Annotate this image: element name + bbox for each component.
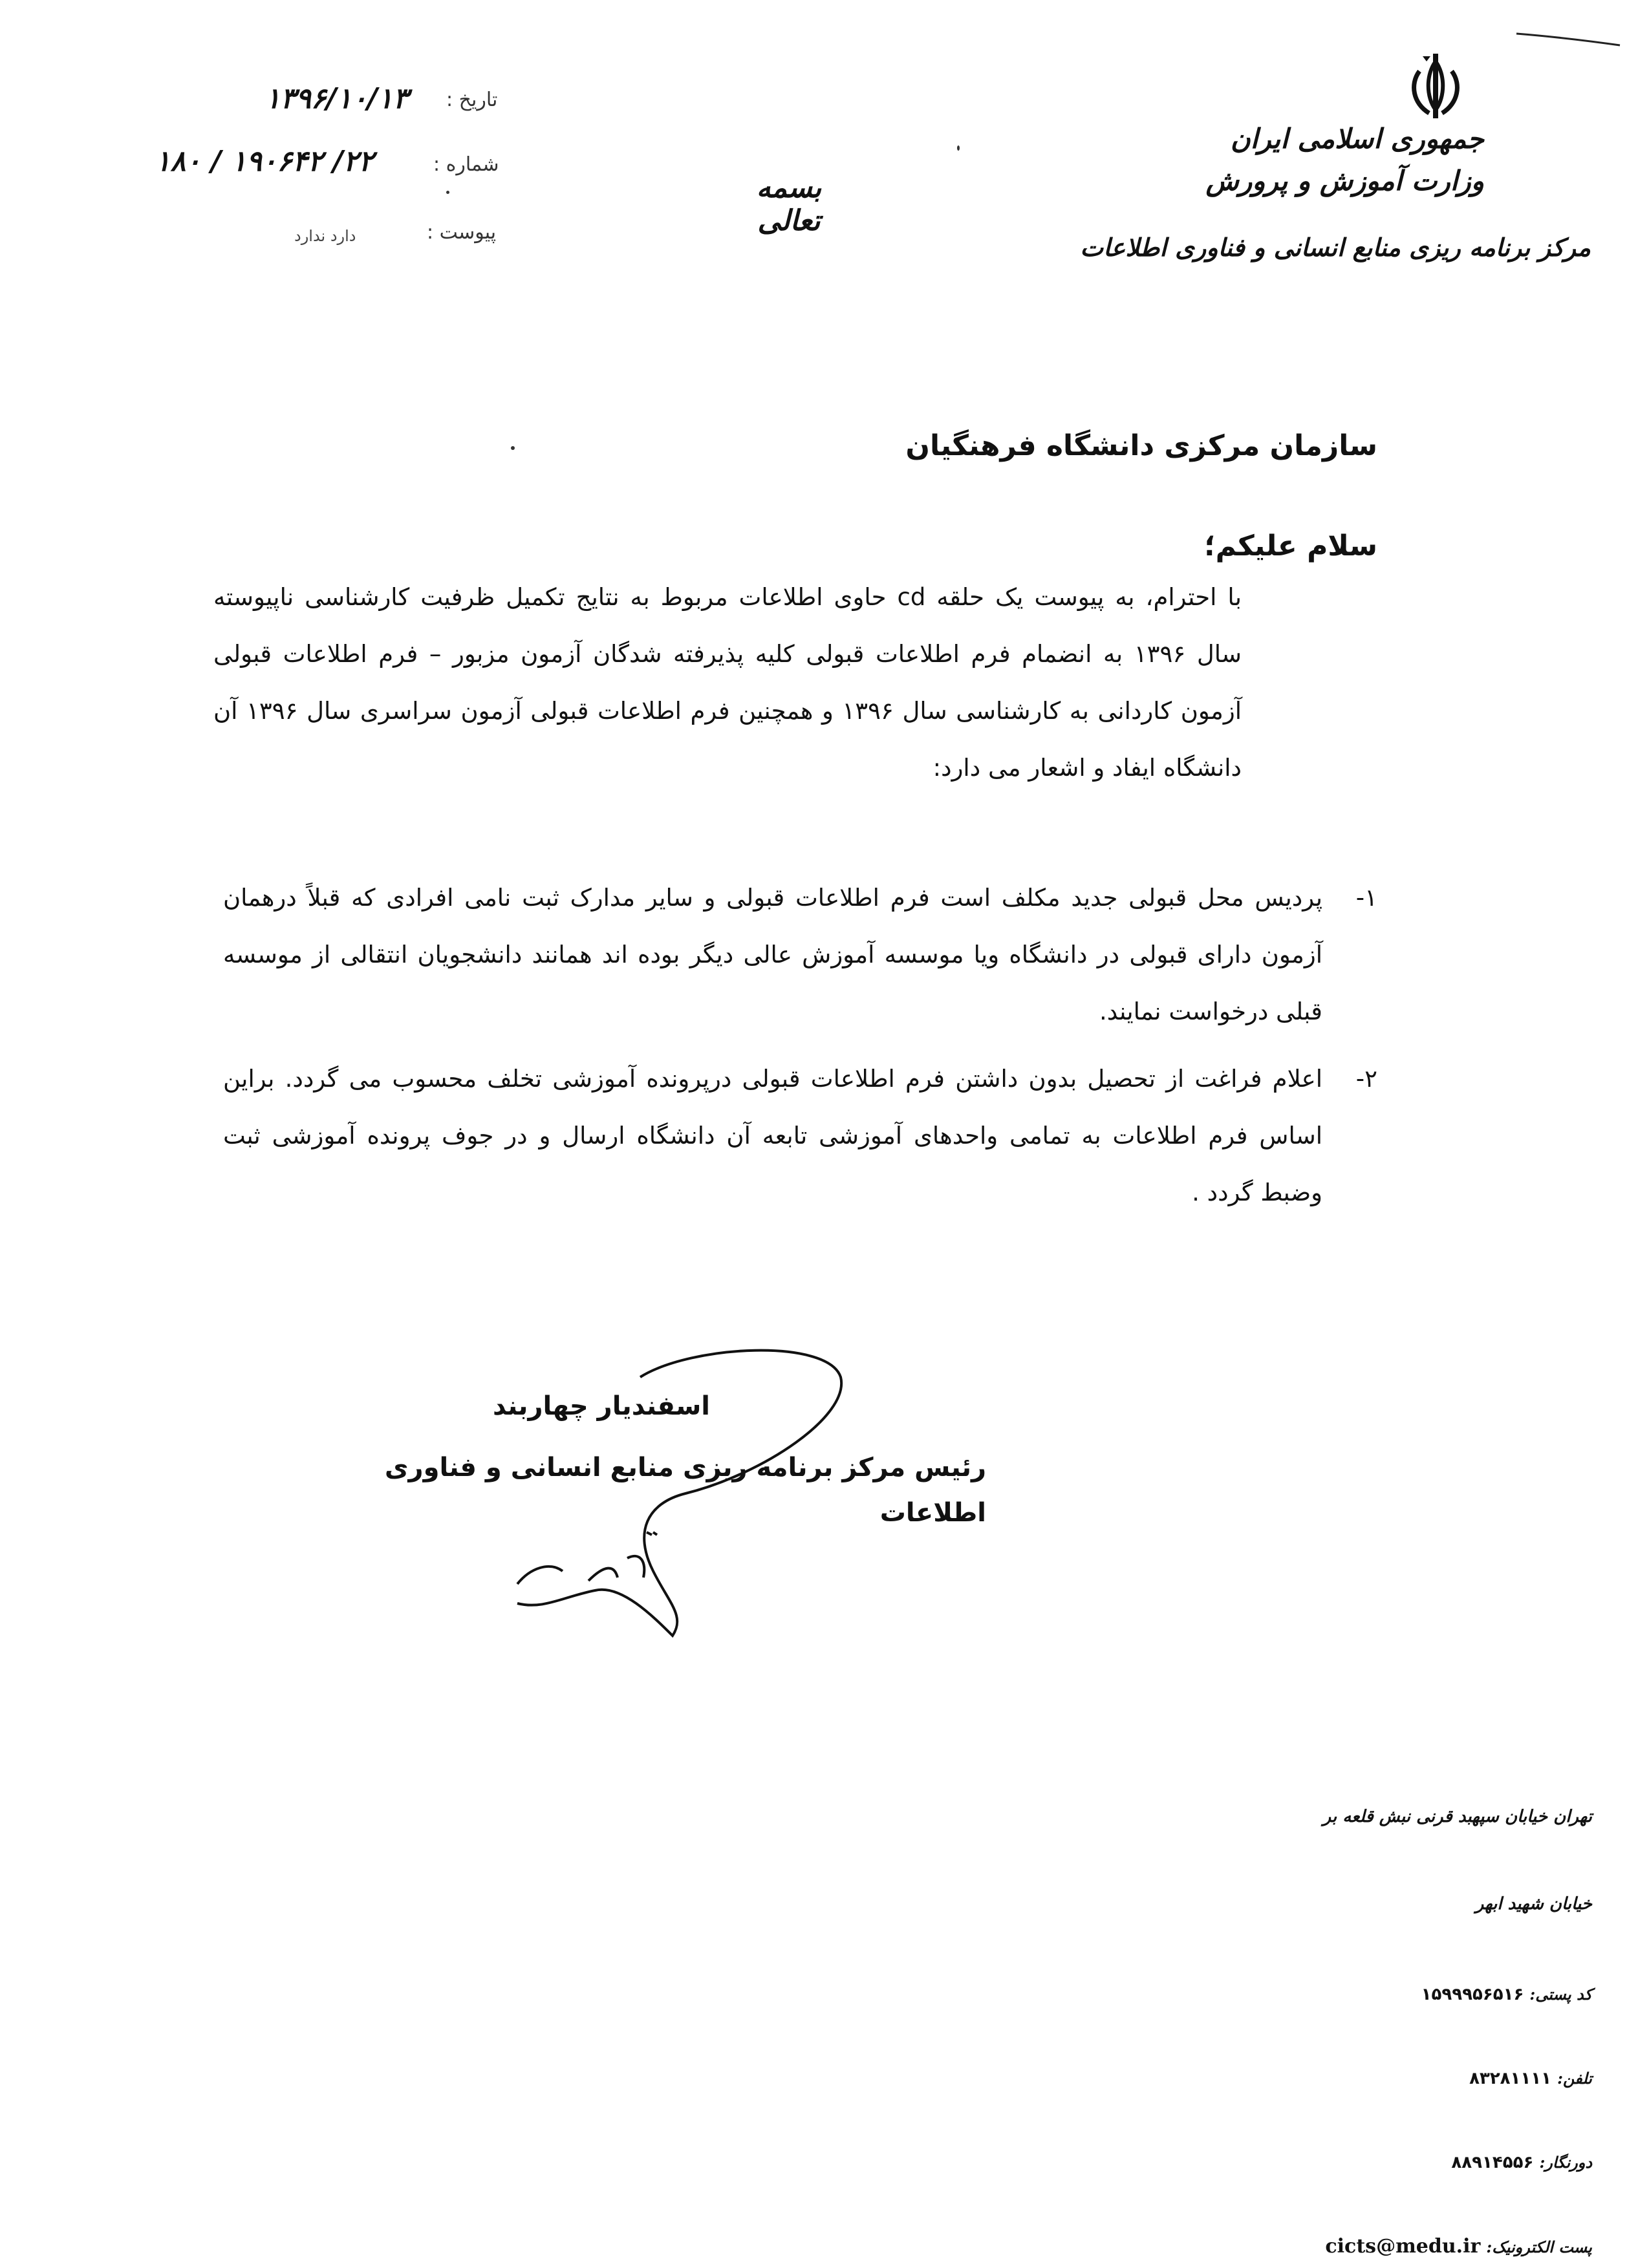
postal-value: ۱۵۹۹۹۵۶۵۱۶ xyxy=(1421,1985,1524,2004)
footer-fax xyxy=(1139,2150,1592,2176)
scan-speck xyxy=(957,145,960,151)
email-label: پست الکترونیک: xyxy=(1486,2238,1592,2256)
center-name: مرکز برنامه ریزی منابع انسانی و فناوری اطلاعات xyxy=(1080,233,1591,262)
attachment-label: پیوست : xyxy=(427,221,497,244)
phone-value: ۸۳۲۸۱۱۱۱ xyxy=(1469,2069,1552,2088)
signer-title: رئیس مرکز برنامه ریزی منابع انسانی و فناوری اطلاعات xyxy=(384,1453,986,1528)
attachment-value: دارد ندارد xyxy=(294,227,356,245)
republic-name: جمهوری اسلامی ایران xyxy=(1230,123,1484,155)
scan-speck xyxy=(511,446,515,450)
date-label: تاریخ : xyxy=(446,89,498,111)
footer-postal xyxy=(1139,1982,1592,2007)
fax-label: دورنگار: xyxy=(1539,2153,1592,2172)
intro-paragraph: با احترام، به پیوست یک حلقه cd حاوی اطلاعات مربوط به نتایج تکمیل ظرفیت کارشناسی ناپیوسته سال ۱۳۹۶ به انضمام فرم اطلاعات قبولی کلیه پذیرفته شدگان آزمون مزبور – فرم اطلاعات قبولی آزمون کاردانی به کارشناسی سال ۱۳۹۶ و همچنین فرم اطلاعات قبولی آزمون سراسری سال ۱۳۹۶ آن دانشگاه ایفاد و اشعار می دارد: xyxy=(213,583,1242,782)
email-value: cicts@medu.ir xyxy=(1325,2235,1481,2258)
postal-label: کد پستی: xyxy=(1529,1985,1592,2004)
footer-street: خیابان شهید ابهر xyxy=(1475,1894,1592,1914)
bismillah: بسمه تعالی xyxy=(756,171,822,237)
footer-address: تهران خیابان سپهبد قرنی نبش قلعه بر xyxy=(1322,1807,1592,1826)
greeting: سلام علیکم؛ xyxy=(1204,530,1377,562)
iran-emblem-icon xyxy=(1397,48,1474,126)
corner-stroke xyxy=(1513,26,1623,52)
footer-email xyxy=(1139,2234,1592,2260)
ministry-name: وزارت آموزش و پرورش xyxy=(1205,165,1484,197)
footer-phone xyxy=(1139,2066,1592,2091)
fax-value: ۸۸۹۱۴۵۵۶ xyxy=(1451,2153,1534,2172)
list-item-text: پردیس محل قبولی جدید مکلف است فرم اطلاعات قبولی و سایر مدارک ثبت نامی افرادی که قبلاً درهمان آزمون دارای قبولی در دانشگاه ویا موسسه آموزش عالی دیگر بوده اند همانند دانشجویان انتقالی از موسسه قبلی درخواست نمایند. xyxy=(223,884,1322,1025)
scan-speck xyxy=(446,191,449,194)
number-value: ۱۸۰ / ۱۹۰۶۴۲ /۲۲ xyxy=(155,145,374,178)
date-value: ۱۳۹۶/۱۰/۱۳ xyxy=(265,82,409,115)
phone-label: تلفن: xyxy=(1557,2069,1592,2088)
list-item-number: ۲- xyxy=(1355,1065,1377,1093)
number-label: شماره : xyxy=(433,153,499,176)
list-item-text: اعلام فراغت از تحصیل بدون داشتن فرم اطلاعات قبولی درپرونده آموزشی تخلف محسوب می گردد. براین اساس فرم اطلاعات به تمامی واحدهای آموزشی تابعه آن دانشگاه ارسال و در جوف پرونده آموزشی ثبت وضبط گردد . xyxy=(223,1065,1322,1206)
signer-name: اسفندیار چهاربند xyxy=(493,1391,710,1421)
recipient: سازمان مرکزی دانشگاه فرهنگیان xyxy=(905,429,1377,462)
list-item-number: ۱- xyxy=(1355,884,1377,912)
